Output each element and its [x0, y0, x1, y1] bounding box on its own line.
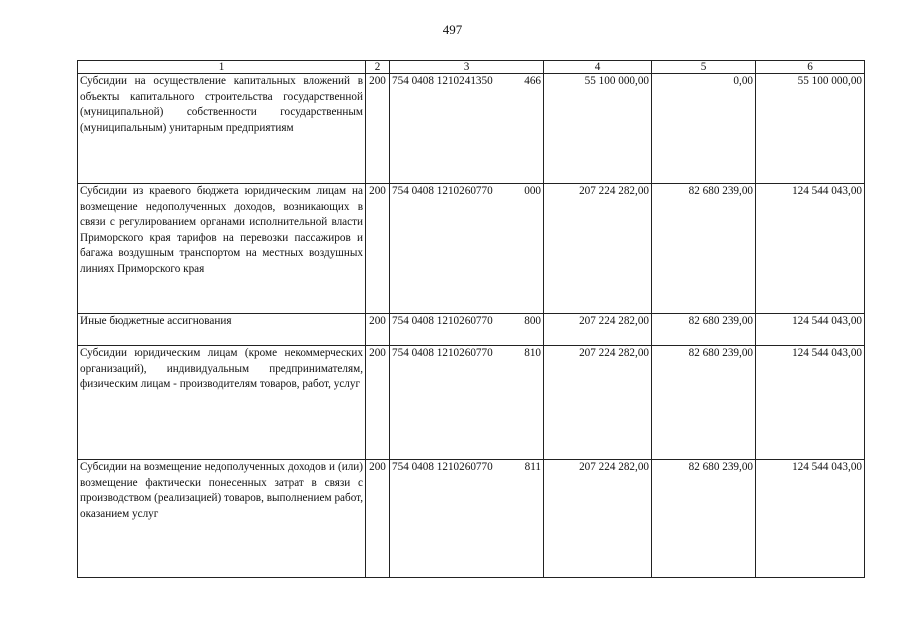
row-col2: 200: [366, 314, 390, 346]
row-col5: 82 680 239,00: [652, 184, 756, 314]
page-number: 497: [442, 22, 463, 37]
row-code: [390, 346, 544, 460]
table-row: [78, 74, 865, 184]
row-col6: 124 544 043,00: [756, 346, 865, 460]
row-code: [390, 184, 544, 314]
row-col4: 55 100 000,00: [544, 74, 652, 184]
column-header: 5: [652, 61, 756, 74]
row-description: Субсидии на возмещение недополученных доходов и (или) возмещение фактически понесенных затрат в связи с производством (реализацией) товаров, выполнением работ, оказанием услуг: [78, 460, 366, 578]
table-row: [78, 314, 865, 346]
column-header: 2: [366, 61, 390, 74]
code-main: 754 0408 1210260770: [392, 347, 493, 359]
code-main: 754 0408 1210260770: [392, 185, 493, 197]
column-header: 4: [544, 61, 652, 74]
budget-table: [77, 60, 865, 578]
code-type: 811: [524, 461, 541, 473]
row-description: Иные бюджетные ассигнования: [78, 314, 366, 346]
code-type: 466: [524, 75, 541, 87]
row-col6: 55 100 000,00: [756, 74, 865, 184]
row-col6: 124 544 043,00: [756, 184, 865, 314]
header-row: [78, 61, 865, 74]
code-main: 754 0408 1210260770: [392, 461, 493, 473]
row-code: [390, 460, 544, 578]
column-header: 1: [78, 61, 366, 74]
code-type: 000: [524, 185, 541, 197]
code-type: 800: [524, 315, 541, 327]
column-header: 6: [756, 61, 865, 74]
code-main: 754 0408 1210260770: [392, 315, 493, 327]
row-description: Субсидии на осуществление капитальных вложений в объекты капитального строительства государственной (муниципальной) собственности государственным (муниципальным) унитарным предприятиям: [78, 74, 366, 184]
code-type: 810: [524, 347, 541, 359]
table-row: [78, 184, 865, 314]
row-col5: 82 680 239,00: [652, 460, 756, 578]
column-header: 3: [390, 61, 544, 74]
row-description: Субсидии из краевого бюджета юридическим лицам на возмещение недополученных доходов, возникающих в связи с регулированием органами исполнительной власти Приморского края тарифов на перевозки пассажиров и багажа воздушным транспортом на местных воздушных линиях Приморского края: [78, 184, 366, 314]
row-col6: 124 544 043,00: [756, 460, 865, 578]
row-col4: 207 224 282,00: [544, 346, 652, 460]
row-description: Субсидии юридическим лицам (кроме некоммерческих организаций), индивидуальным предпринимателям, физическим лицам - производителям товаров, работ, услуг: [78, 346, 366, 460]
row-col4: 207 224 282,00: [544, 460, 652, 578]
row-col4: 207 224 282,00: [544, 184, 652, 314]
row-col5: 82 680 239,00: [652, 314, 756, 346]
row-col5: 0,00: [652, 74, 756, 184]
row-col2: 200: [366, 460, 390, 578]
row-col5: 82 680 239,00: [652, 346, 756, 460]
row-col4: 207 224 282,00: [544, 314, 652, 346]
row-col2: 200: [366, 184, 390, 314]
row-col2: 200: [366, 346, 390, 460]
row-col6: 124 544 043,00: [756, 314, 865, 346]
table-row: [78, 346, 865, 460]
row-code: [390, 74, 544, 184]
code-main: 754 0408 1210241350: [392, 75, 493, 87]
table-row: [78, 460, 865, 578]
row-code: [390, 314, 544, 346]
row-col2: 200: [366, 74, 390, 184]
